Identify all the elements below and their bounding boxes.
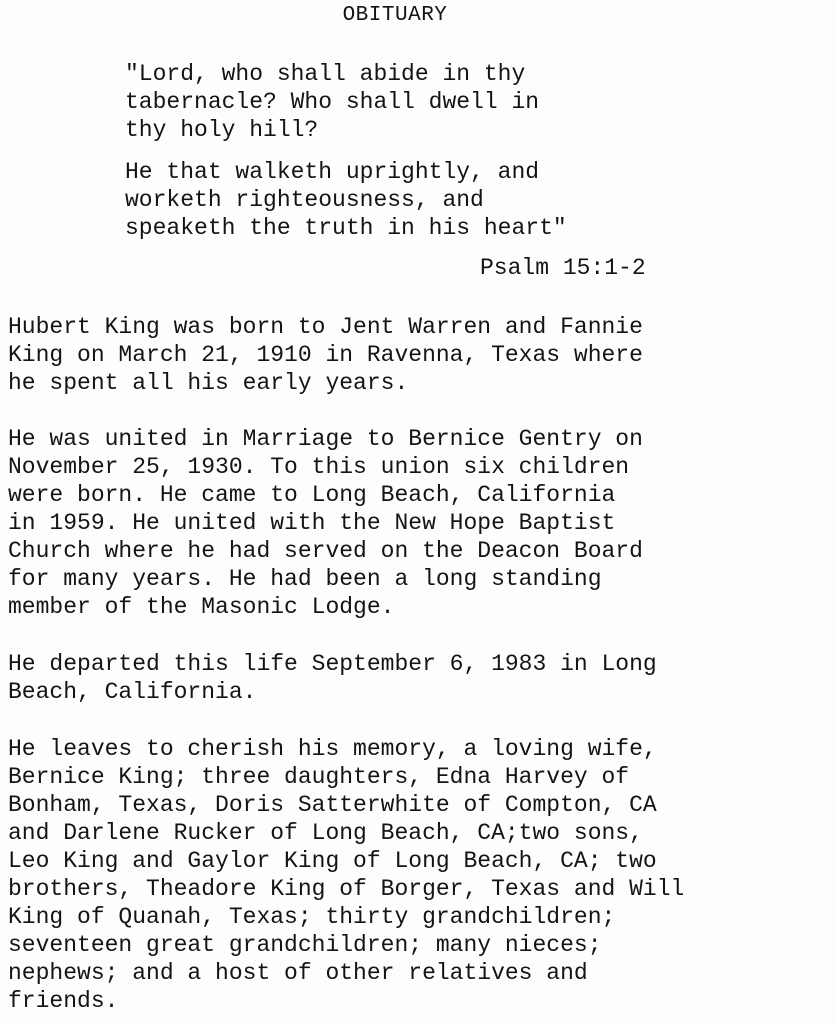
paragraph-line: nephews; and a host of other relatives and — [8, 960, 588, 986]
paragraph-line: friends. — [8, 988, 119, 1014]
paragraph-line: King of Quanah, Texas; thirty grandchildren; — [8, 904, 616, 930]
paragraph-line: he spent all his early years. — [8, 370, 409, 396]
paragraph-death — [8, 650, 657, 706]
paragraph-line: He leaves to cherish his memory, a loving wife, — [8, 736, 657, 762]
verse-line: thy holy hill? — [125, 117, 319, 143]
verse-line: worketh righteousness, and — [125, 187, 484, 213]
paragraph-line: King on March 21, 1910 in Ravenna, Texas where — [8, 342, 643, 368]
verse-line: speaketh the truth in his heart" — [125, 215, 567, 241]
paragraph-line: were born. He came to Long Beach, California — [8, 482, 616, 508]
paragraph-line: and Darlene Rucker of Long Beach, CA;two sons, — [8, 820, 643, 846]
paragraph-line: Bonham, Texas, Doris Satterwhite of Compton, CA — [8, 792, 657, 818]
paragraph-survivors — [8, 735, 684, 1015]
document-title: OBITUARY — [342, 4, 448, 27]
paragraph-line: member of the Masonic Lodge. — [8, 594, 395, 620]
paragraph-line: Beach, California. — [8, 679, 257, 705]
paragraph-line: Bernice King; three daughters, Edna Harvey of — [8, 764, 630, 790]
paragraph-line: November 25, 1930. To this union six children — [8, 454, 630, 480]
paragraph-line: for many years. He had been a long standing — [8, 566, 602, 592]
paragraph-line: He was united in Marriage to Bernice Gentry on — [8, 426, 643, 452]
psalm-citation: Psalm 15:1-2 — [480, 255, 646, 281]
verse-line: "Lord, who shall abide in thy — [125, 61, 526, 87]
verse-line: He that walketh uprightly, and — [125, 159, 540, 185]
paragraph-line: Leo King and Gaylor King of Long Beach, CA; two — [8, 848, 657, 874]
paragraph-birth — [8, 313, 643, 397]
psalm-verse-stanza-2 — [125, 158, 685, 242]
paragraph-marriage — [8, 425, 643, 621]
paragraph-line: Church where he had served on the Deacon Board — [8, 538, 643, 564]
paragraph-line: seventeen great grandchildren; many nieces; — [8, 932, 602, 958]
paragraph-line: He departed this life September 6, 1983 in Long — [8, 651, 657, 677]
paragraph-line: brothers, Theadore King of Borger, Texas and Will — [8, 876, 685, 902]
psalm-verse-stanza-1 — [125, 60, 685, 144]
paragraph-line: Hubert King was born to Jent Warren and Fannie — [8, 314, 643, 340]
verse-line: tabernacle? Who shall dwell in — [125, 89, 540, 115]
paragraph-line: in 1959. He united with the New Hope Baptist — [8, 510, 616, 536]
